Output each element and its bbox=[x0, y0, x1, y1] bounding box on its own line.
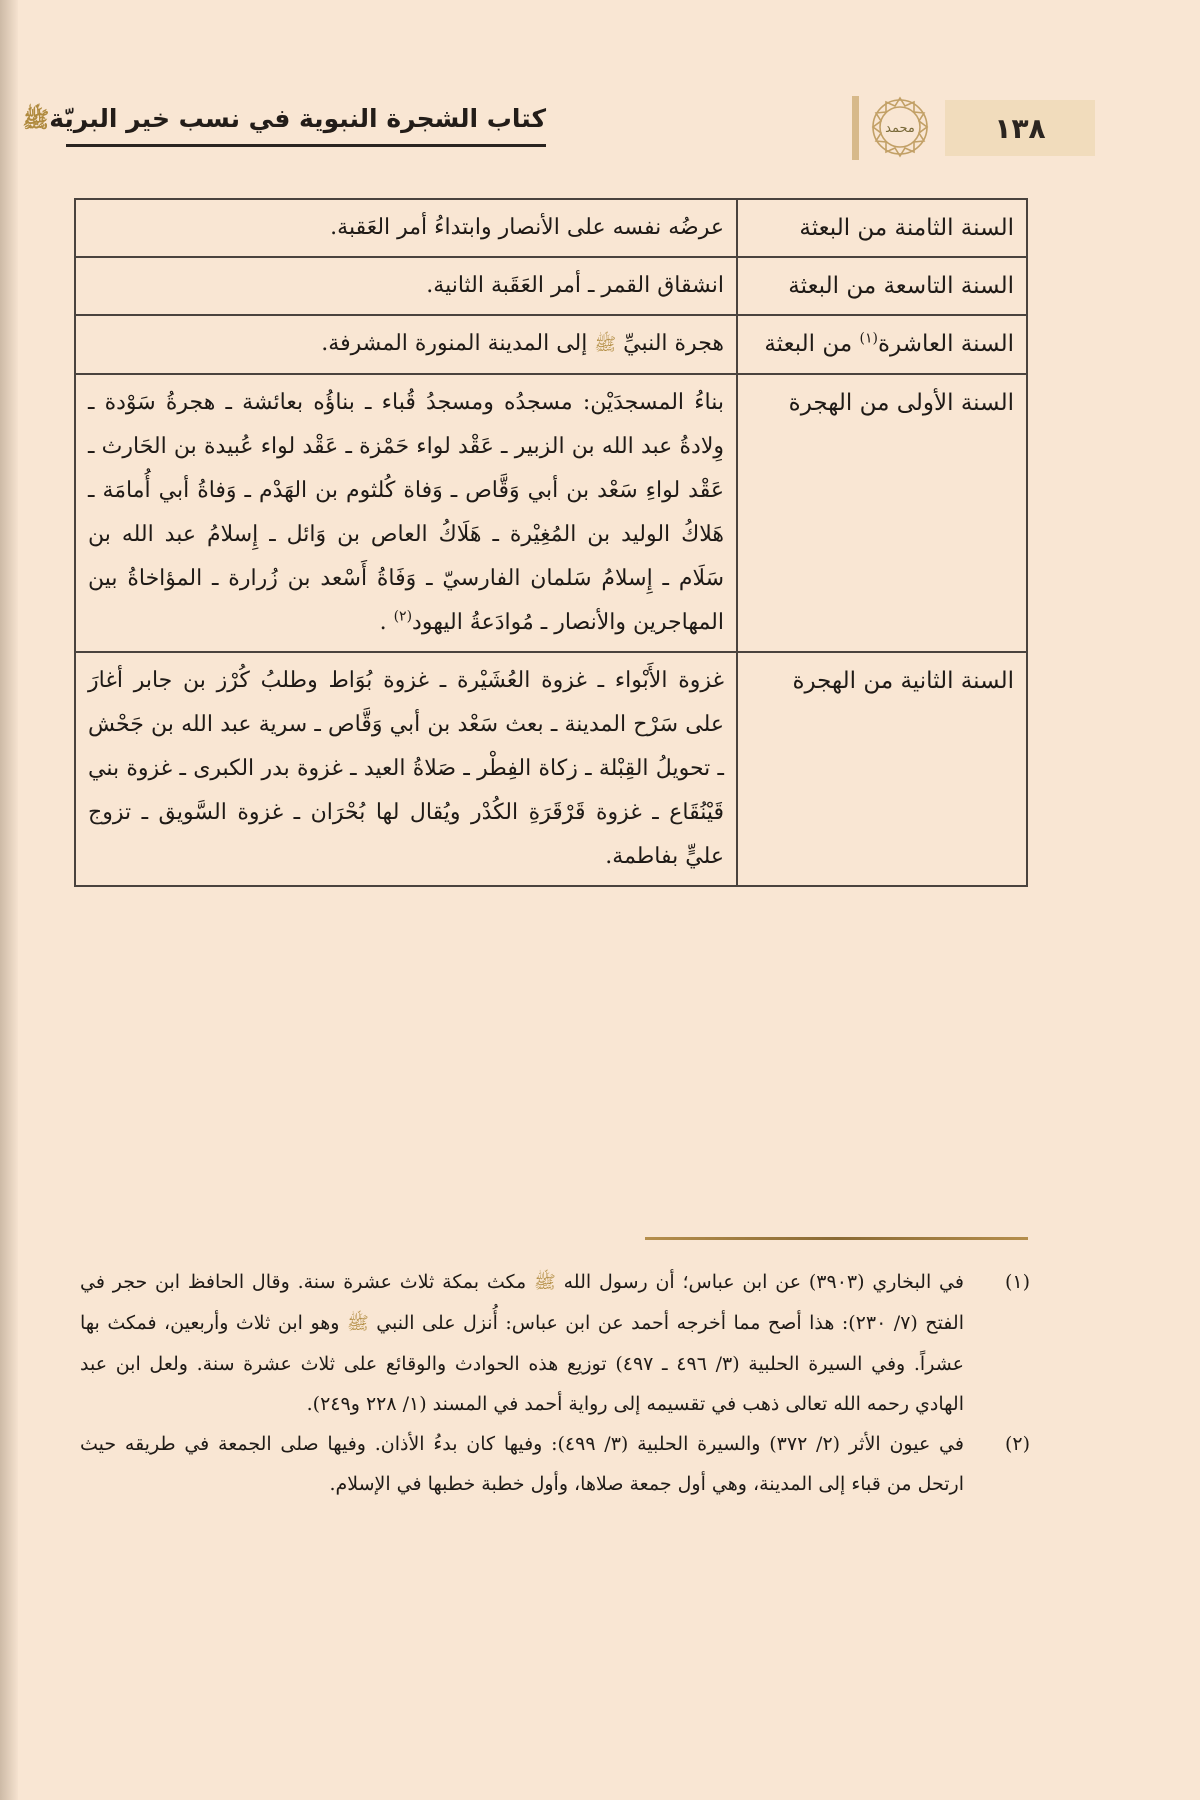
book-title-text: كتاب الشجرة النبوية في نسب خير البريّة bbox=[49, 104, 546, 133]
footnote-number: (٢) bbox=[1004, 1433, 1030, 1455]
year-cell bbox=[737, 315, 1027, 374]
salawat-glyph-icon: ﷺ bbox=[594, 334, 617, 355]
salawat-glyph-icon: ﷺ bbox=[22, 108, 50, 133]
events-cell: عرضُه نفسه على الأنصار وابتداءُ أمر العَقبة. bbox=[75, 199, 737, 257]
year-text-cont: من البعثة bbox=[764, 331, 853, 357]
svg-text:محمد: محمد bbox=[885, 121, 915, 136]
salawat-glyph-icon: ﷺ bbox=[346, 1313, 369, 1334]
footnote-ref-1[interactable]: (١) bbox=[859, 330, 878, 347]
footnote-text-part: وهو ابن ثلاث وأربعين، فمكث بها عشراً. وفي السيرة الحلبية (٣/ ٤٩٦ ـ ٤٩٧) توزيع هذه الحوادث والوقائع على ثلاث عشرة سنة. ولعل ابن عبد الهادي رحمه الله تعالى ذهب في تقسيمه إلى رواية أحمد في المسند (١/ ٢٢٨ و٢٤٩). bbox=[80, 1312, 964, 1415]
footnote-separator bbox=[645, 1237, 1028, 1240]
ornamental-medallion-icon bbox=[867, 94, 933, 160]
footnote-1 bbox=[80, 1262, 1030, 1424]
page-number-text: ١٣٨ bbox=[994, 111, 1046, 145]
page-header bbox=[0, 88, 1200, 168]
events-text-cont: إلى المدينة المنورة المشرفة. bbox=[321, 331, 588, 356]
events-text-end: . bbox=[379, 610, 394, 635]
year-text: السنة العاشرة bbox=[877, 331, 1014, 357]
gold-divider-bar bbox=[852, 96, 859, 160]
year-cell: السنة الثانية من الهجرة bbox=[737, 652, 1027, 886]
salawat-glyph-icon: ﷺ bbox=[534, 1272, 556, 1293]
table-row bbox=[75, 652, 1027, 886]
footnote-ref-2[interactable]: (٢) bbox=[393, 608, 413, 625]
table-row bbox=[75, 199, 1027, 257]
page-binding-shadow bbox=[0, 0, 18, 1800]
footnote-text-part: في البخاري (٣٩٠٣) عن ابن عباس؛ أن رسول الله bbox=[563, 1271, 964, 1293]
year-cell: السنة الأولى من الهجرة bbox=[737, 374, 1027, 652]
year-cell: السنة التاسعة من البعثة bbox=[737, 257, 1027, 315]
table-row bbox=[75, 374, 1027, 652]
events-cell bbox=[75, 374, 737, 652]
events-text: بناءُ المسجدَيْن: مسجدُه ومسجدُ قُباء ـ بناؤُه بعائشة ـ هجرةُ سَوْدة ـ وِلادةُ عبد الله بن الزبير ـ عَقْد لواء حَمْزة ـ عَقْد لواء عُبيدة بن الحَارث ـ عَقْد لواءِ سَعْد بن أبي وَقَّاص ـ وَفاة كُلثوم بن الهَدْم ـ وَفاةُ أبي أُمامَة ـ هَلاكُ الوليد بن المُغِيْرة ـ هَلَاكُ العاص بن وَائل ـ إِسلامُ عبد الله بن سَلَام ـ إِسلامُ سَلمان الفارسيّ ـ وَفَاةُ أَسْعد بن زُرارة ـ المؤاخاةُ بين المهاجرين والأنصار ـ مُوادَعةُ اليهود bbox=[88, 390, 724, 635]
footnote-2 bbox=[80, 1424, 1030, 1504]
events-timeline-table bbox=[74, 198, 1028, 887]
events-cell bbox=[75, 315, 737, 374]
events-cell: انشقاق القمر ـ أمر العَقَبة الثانية. bbox=[75, 257, 737, 315]
footnote-text: في عيون الأثر (٢/ ٣٧٢) والسيرة الحلبية (٣/ ٤٩٩): وفيها كان بدءُ الأذان. وفيها صلى الجمعة في طريقه حيث ارتحل من قباء إلى المدينة، وهي أول جمعة صلاها، وأول خطبة خطبها في الإسلام. bbox=[80, 1433, 964, 1495]
table-row bbox=[75, 257, 1027, 315]
year-cell: السنة الثامنة من البعثة bbox=[737, 199, 1027, 257]
book-title bbox=[22, 104, 546, 147]
footnote-text bbox=[80, 1262, 964, 1424]
events-cell: غزوة الأَبْواء ـ غزوة العُشَيْرة ـ غزوة بُوَاط وطلبُ كُرْز بن جابر أغارَ على سَرْح المدينة ـ بعث سَعْد بن أبي وَقَّاص ـ سرية عبد الله بن جَحْش ـ تحويلُ القِبْلة ـ زكاة الفِطْر ـ صَلاةُ العيد ـ غزوة بدر الكبرى ـ غزوة بني قَيْنُقَاع ـ غزوة قَرْقَرَةِ الكُدْر ويُقال لها بُحْرَان ـ غزوة السَّويق ـ تزوج عليٍّ بفاطمة. bbox=[75, 652, 737, 886]
footnote-text-part: مكث بمكة ثلاث عشرة سنة. وقال الحافظ ابن حجر في الفتح (٧/ ٢٣٠): هذا أصح مما أخرجه أحمد عن ابن عباس: أُنزل على النبي bbox=[80, 1271, 964, 1334]
footnote-number: (١) bbox=[1004, 1271, 1030, 1293]
events-text: هجرة النبيِّ bbox=[623, 331, 724, 356]
table-row bbox=[75, 315, 1027, 374]
page-number bbox=[945, 100, 1095, 156]
footnotes-section bbox=[80, 1262, 1030, 1504]
